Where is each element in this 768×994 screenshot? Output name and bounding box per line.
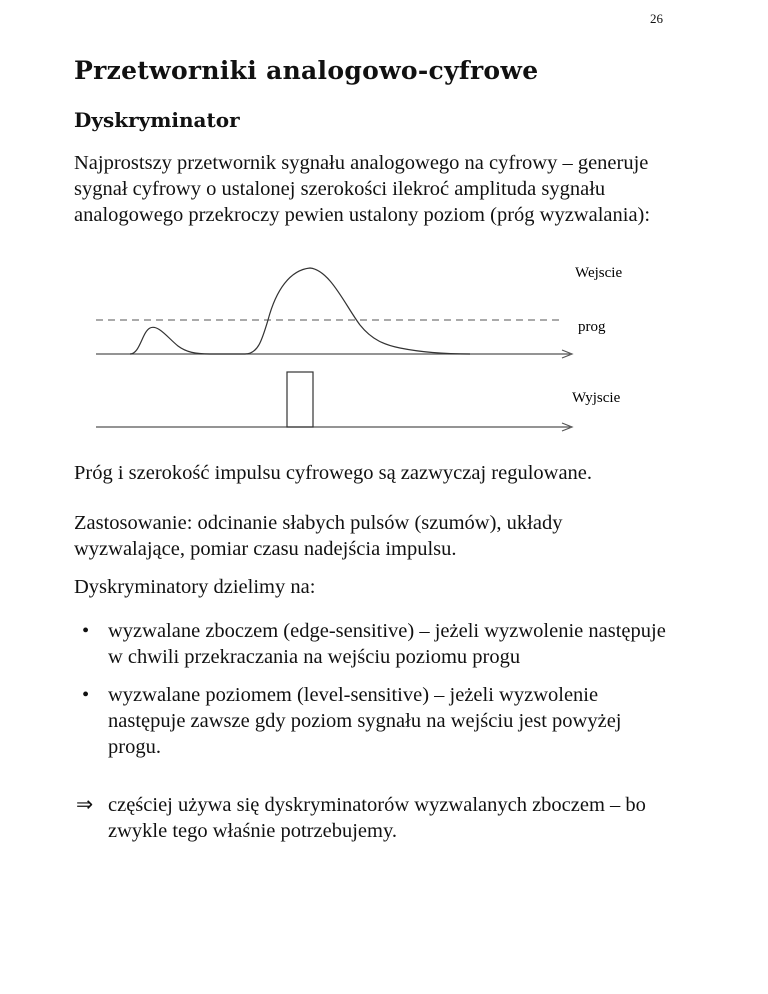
text-line: Zastosowanie: odcinanie słabych pulsów (szumów), układy [74, 512, 563, 534]
text-line: analogowego przekroczy pewien ustalony poziom (próg wyzwalania): [74, 204, 651, 226]
text-line: wyzwalające, pomiar czasu nadejścia impulsu. [74, 538, 457, 560]
usage-paragraph [74, 510, 714, 562]
text-line: Najprostszy przetwornik sygnału analogowego na cyfrowy – generuje [74, 152, 649, 174]
text-line: wyzwalane poziomem (level-sensitive) – jeżeli wyzwolenie [108, 684, 599, 706]
intro-paragraph [74, 150, 714, 228]
section-heading: Dyskryminator [74, 108, 240, 132]
text-line: częściej używa się dyskryminatorów wyzwalanych zboczem – bo [108, 794, 646, 816]
input-label: Wejscie [575, 265, 623, 281]
page-title: Przetworniki analogowo-cyfrowe [74, 56, 539, 85]
list-item [82, 682, 738, 760]
text-line: wyzwalane zboczem (edge-sensitive) – jeżeli wyzwolenie następuje [108, 620, 666, 642]
discriminator-diagram [0, 250, 768, 440]
regulated-paragraph: Próg i szerokość impulsu cyfrowego są zazwyczaj regulowane. [74, 462, 593, 484]
threshold-label: prog [578, 319, 606, 335]
text-line: progu. [108, 736, 161, 758]
implies-arrow-icon: ⇒ [76, 794, 94, 816]
conclusion-paragraph [76, 792, 738, 844]
types-paragraph: Dyskryminatory dzielimy na: [74, 576, 316, 598]
text-line: zwykle tego właśnie potrzebujemy. [108, 820, 397, 842]
output-pulse [287, 372, 313, 427]
text-line: następuje zawsze gdy poziom sygnału na wejściu jest powyżej [108, 710, 622, 732]
input-signal [130, 268, 470, 354]
list-item [82, 618, 738, 670]
text-line: sygnał cyfrowy o ustalonej szerokości ilekroć amplituda sygnału [74, 178, 606, 200]
output-label: Wyjscie [572, 390, 621, 406]
text-line: w chwili przekraczania na wejściu poziomu progu [108, 646, 521, 668]
input-axis [96, 350, 572, 358]
bullet-icon: • [82, 684, 90, 706]
page-number: 26 [650, 11, 663, 26]
output-axis [96, 423, 572, 431]
bullet-icon: • [82, 620, 90, 642]
